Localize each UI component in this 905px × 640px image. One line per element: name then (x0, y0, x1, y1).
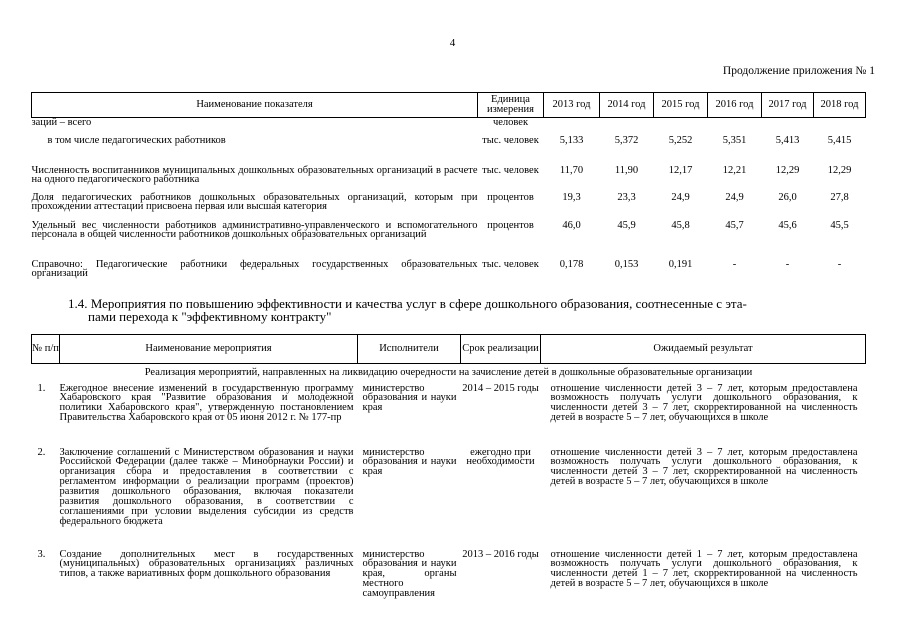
value-cell: 0,153 (614, 258, 639, 270)
indicator-unit: человек (492, 117, 529, 128)
header-year: 2016 год (708, 93, 762, 118)
header-measure-name: Наименование мероприятия (60, 335, 358, 364)
value-cell: 5,133 (559, 134, 584, 146)
value-cell (654, 118, 708, 130)
value-cell: 19,3 (562, 191, 581, 203)
indicators-header-row (32, 93, 866, 118)
value-cell: 45,8 (671, 219, 690, 231)
value-cell: 45,6 (778, 219, 797, 231)
indicator-name: Численность воспитанников муниципальных дошкольных образовательных организаций в расчете на одного педагогического работника (31, 164, 478, 186)
measure-executors: министерство образования и науки края (362, 446, 457, 478)
value-cell (814, 118, 866, 130)
measure-term: 2013 – 2016 годы (462, 548, 539, 560)
measure-number: 2. (37, 446, 46, 458)
measure-executors: министерство образования и науки края (362, 382, 457, 414)
header-number: № п/п (32, 335, 60, 364)
indicator-unit: тыс. человек (482, 164, 539, 176)
header-year: 2015 год (654, 93, 708, 118)
page-number: 4 (449, 37, 456, 49)
indicator-name: Удельный вес численности работников административно-управленческого и вспомогательного персонала в общей численности работников дошкольных образовательных организаций (31, 219, 478, 241)
section-title (68, 297, 873, 323)
value-cell: 12,21 (722, 164, 747, 176)
value-cell: 26,0 (778, 191, 797, 203)
value-cell: 5,351 (722, 134, 747, 146)
continuation-label: Продолжение приложения № 1 (722, 65, 875, 77)
measure-executors: министерство образования и науки края, органы местного самоуправления (362, 548, 457, 600)
indicator-unit: процентов (487, 191, 534, 203)
table-row (32, 130, 866, 160)
group-title-row (32, 364, 866, 382)
header-year: 2017 год (762, 93, 814, 118)
measure-result: отношение численности детей 3 – 7 лет, которым предоставлена возможность получать услуги дошкольного образования, к численности детей 3 – 7 лет, скорректированной на численность детей в возрасте 5 – 7 лет, обучающихся в школе (550, 446, 858, 488)
table-row (32, 160, 866, 190)
value-cell (544, 118, 600, 130)
value-cell: 24,9 (725, 191, 744, 203)
measure-result: отношение численности детей 1 – 7 лет, которым предоставлена возможность получать услуги дошкольного образования, к численности детей 1 – 7 лет, скорректированной на численность детей в возрасте 5 – 7 лет, обучающихся в школе (550, 548, 858, 590)
indicator-unit: процентов (487, 219, 534, 231)
value-cell: 12,29 (775, 164, 800, 176)
value-cell: 5,415 (827, 134, 852, 146)
header-indicator-name: Наименование показателя (32, 93, 478, 118)
value-cell: 45,9 (617, 219, 636, 231)
value-cell (762, 118, 814, 130)
measure-result: отношение численности детей 3 – 7 лет, которым предоставлена возможность получать услуги дошкольного образования, к численности детей 3 – 7 лет, скорректированной на численность детей в возрасте 5 – 7 лет, обучающихся в школе (550, 382, 858, 424)
value-cell (708, 118, 762, 130)
value-cell: 0,178 (559, 258, 584, 270)
value-cell: - (732, 258, 737, 270)
table-row (32, 118, 866, 130)
value-cell: - (837, 258, 842, 270)
value-cell: 27,8 (830, 191, 849, 203)
header-executors: Исполнители (358, 335, 461, 364)
value-cell: 45,5 (830, 219, 849, 231)
value-cell: 23,3 (617, 191, 636, 203)
value-cell: 5,252 (668, 134, 693, 146)
measure-number: 1. (37, 382, 46, 394)
value-cell: 46,0 (562, 219, 581, 231)
measure-number: 3. (37, 548, 46, 560)
measures-header-row (32, 335, 866, 364)
value-cell: 12,29 (827, 164, 852, 176)
section-title-line2: пами перехода к "эффективному контракту" (88, 309, 332, 324)
value-cell: 12,17 (668, 164, 693, 176)
table-row (32, 258, 866, 284)
measure-name: Создание дополнительных мест в государственных (муниципальных) образовательных организациях различных типов, а также вариативных форм дошкольного образования (59, 548, 354, 580)
header-year: 2014 год (600, 93, 654, 118)
value-cell: 5,413 (775, 134, 800, 146)
indicator-name: Справочно: Педагогические работники федеральных государственных образовательных организаций (31, 258, 478, 280)
header-year: 2013 год (544, 93, 600, 118)
header-year: 2018 год (814, 93, 866, 118)
measure-term: 2014 – 2015 годы (462, 382, 539, 394)
measure-term: ежегодно при необходимости (466, 446, 535, 468)
value-cell: - (785, 258, 790, 270)
table-row (32, 446, 866, 548)
header-unit: Единица измерения (478, 93, 544, 118)
value-cell: 11,70 (559, 164, 584, 176)
measures-table (31, 334, 866, 608)
indicator-name: Доля педагогических работников дошкольных образовательных организаций, которым при прохождении аттестации присвоена первая или высшая категория (31, 191, 478, 213)
indicators-table (31, 92, 866, 284)
group-title: Реализация мероприятий, направленных на ликвидацию очередности на зачисление детей в дошкольные образовательные организации (144, 367, 753, 378)
value-cell: 0,191 (668, 258, 693, 270)
table-row (32, 218, 866, 258)
value-cell: 5,372 (614, 134, 639, 146)
indicator-unit: тыс. человек (482, 134, 539, 146)
table-row (32, 548, 866, 608)
value-cell (600, 118, 654, 130)
header-expected-result: Ожидаемый результат (541, 335, 866, 364)
indicator-unit: тыс. человек (482, 258, 539, 270)
section-title-line1: 1.4. Мероприятия по повышению эффективности и качества услуг в сфере дошкольного образования, соотнесенные с эта- (68, 296, 747, 311)
table-row (32, 190, 866, 218)
value-cell: 11,90 (614, 164, 639, 176)
measure-name: Ежегодное внесение изменений в государственную программу Хабаровского края "Развитие образования и молодежной политики Хабаровского края", утвержденную постановлением Правительства Хабаровского края от 05 июня 2012 г. № 177-пр (59, 382, 354, 424)
value-cell: 45,7 (725, 219, 744, 231)
indicator-name: в том числе педагогических работников (47, 134, 226, 146)
value-cell: 24,9 (671, 191, 690, 203)
header-term: Срок реализации (461, 335, 541, 364)
table-row (32, 382, 866, 446)
measure-name: Заключение соглашений с Министерством образования и науки Российской Федерации (далее также – Минобрнауки России) и организация сбора и предоставления в соответствии с регламентом информации о реализации программ (проектов) развития дошкольного образования, включая показатели развития дошкольного образования, в соответствии с соглашениями при условии выделения субсидии из средств федерального бюджета (59, 446, 354, 528)
indicator-name: заций – всего (31, 117, 92, 128)
